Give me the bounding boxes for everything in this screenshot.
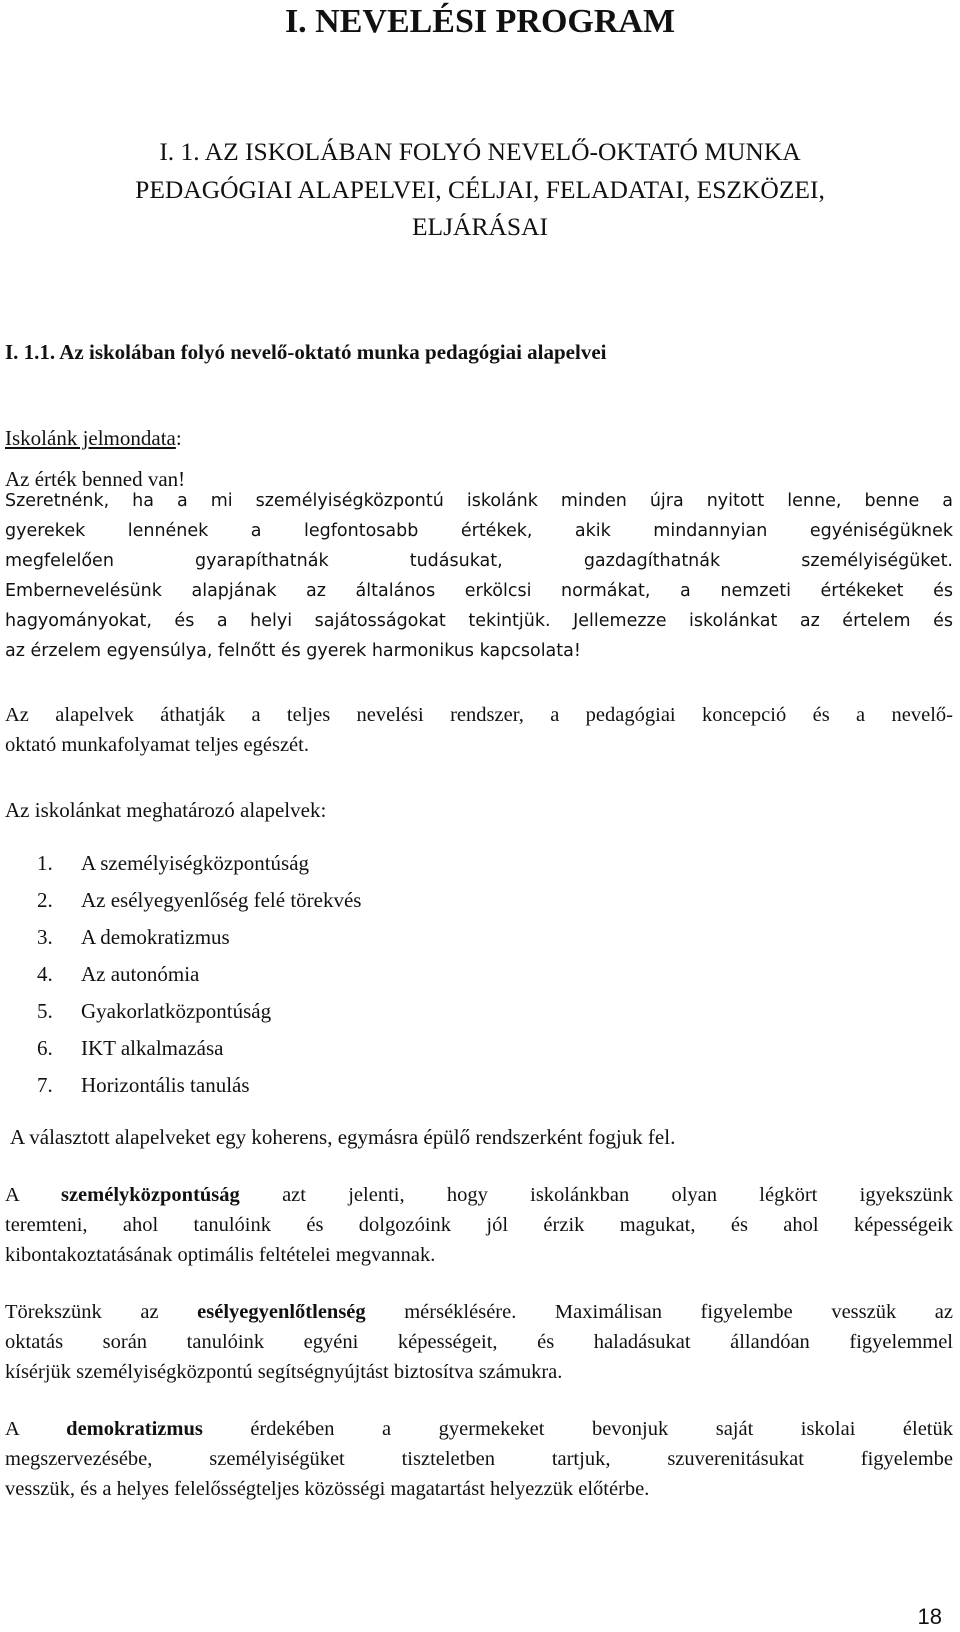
paragraph-person-centred	[5, 1180, 953, 1270]
main-title: I. NEVELÉSI PROGRAM	[284, 3, 676, 40]
list-item-number: 6.	[37, 1036, 53, 1060]
list-item-text: Gyakorlatközpontúság	[81, 999, 272, 1023]
paragraph-line: Embernevelésünk alapjának az általános erkölcsi normákat, a nemzeti értékeket és	[5, 581, 953, 601]
section-title-line: I. 1. AZ ISKOLÁBAN FOLYÓ NEVELŐ-OKTATÓ MUNKA	[159, 137, 801, 166]
paragraph-line: oktatás során tanulóink egyéni képességeit, és haladásukat állandóan figyelemmel	[5, 1331, 953, 1353]
list-item-text: Horizontális tanulás	[81, 1073, 250, 1097]
bold-term: személyközpontúság	[60, 1184, 240, 1206]
paragraph-line: megszervezésébe, személyiségüket tiszteletben tartjuk, szuverenitásukat figyelembe	[5, 1448, 953, 1470]
paragraph-line	[5, 1414, 953, 1444]
paragraph-values	[5, 486, 953, 666]
list-item	[37, 956, 361, 993]
list-item	[37, 993, 361, 1030]
motto-label	[5, 423, 182, 453]
list-item-number: 2.	[37, 888, 53, 912]
list-item-text: Az esélyegyenlőség felé törekvés	[81, 888, 362, 912]
list-item-text: A demokratizmus	[81, 925, 230, 949]
subsection-title: I. 1.1. Az iskolában folyó nevelő-oktató munka pedagógiai alapelvei	[5, 340, 607, 364]
list-item-number: 1.	[37, 851, 53, 875]
list-item-text: A személyiségközpontúság	[81, 851, 310, 875]
motto-colon: :	[175, 426, 182, 450]
section-title-line: PEDAGÓGIAI ALAPELVEI, CÉLJAI, FELADATAI, ESZKÖZEI,	[135, 174, 825, 204]
text-run: A	[5, 1418, 19, 1440]
paragraph-line: Az alapelvek áthatják a teljes nevelési rendszer, a pedagógiai koncepció és a nevelő-	[5, 704, 953, 726]
list-item-text: IKT alkalmazása	[81, 1036, 224, 1060]
bold-term: esélyegyenlőtlenség	[197, 1301, 366, 1323]
paragraph-democracy	[5, 1414, 953, 1504]
list-item	[37, 845, 361, 882]
paragraph-line: teremteni, ahol tanulóink és dolgozóink jól érzik magukat, és ahol képességeik	[5, 1214, 953, 1236]
motto-label-text: Iskolánk jelmondata	[5, 426, 176, 450]
paragraph-line: hagyományokat, és a helyi sajátosságokat tekintjük. Jellemezze iskolánkat az értelem és	[5, 611, 953, 631]
principles-label: Az iskolánkat meghatározó alapelvek:	[5, 798, 327, 822]
page-number: 18	[917, 1604, 942, 1629]
list-item-number: 5.	[37, 999, 53, 1023]
summary-sentence: A választott alapelveket egy koherens, egymásra épülő rendszerként fogjuk fel.	[10, 1125, 676, 1149]
text-run: Törekszünk az	[5, 1301, 159, 1323]
principles-list	[37, 845, 361, 1104]
paragraph-line: gyerekek lennének a legfontosabb értékek, akik mindannyian egyéniségüknek	[5, 521, 953, 541]
text-run: érdekében a gyermekeket bevonjuk saját iskolai életük	[250, 1418, 953, 1440]
text-run: azt jelenti, hogy iskolánkban olyan légkört igyekszünk	[282, 1184, 954, 1206]
paragraph-line: megfelelően gyarapíthatnák tudásukat, gazdagíthatnák személyiségüket.	[5, 551, 953, 571]
paragraph-equal-opportunity	[5, 1297, 953, 1387]
paragraph-line	[5, 1180, 953, 1210]
paragraph-line: kísérjük személyiségközpontú segítségnyújtást biztosítva számukra.	[5, 1361, 563, 1383]
paragraph-principles-intro	[5, 700, 953, 760]
list-item-number: 3.	[37, 925, 53, 949]
bold-term: demokratizmus	[66, 1418, 203, 1440]
text-run: A	[5, 1184, 19, 1206]
motto-text: Az érték benned van!	[5, 467, 186, 491]
paragraph-line: kibontakoztatásának optimális feltételei megvannak.	[5, 1244, 436, 1266]
list-item	[37, 919, 361, 956]
paragraph-line	[5, 1297, 953, 1327]
section-title-line: ELJÁRÁSAI	[411, 212, 548, 241]
paragraph-line: az érzelem egyensúlya, felnőtt és gyerek harmonikus kapcsolata!	[5, 641, 581, 661]
paragraph-line: Szeretnénk, ha a mi személyiségközpontú iskolánk minden újra nyitott lenne, benne a	[5, 491, 953, 511]
paragraph-line: oktató munkafolyamat teljes egészét.	[5, 734, 309, 756]
list-item	[37, 882, 361, 919]
list-item-number: 7.	[37, 1073, 53, 1097]
section-title	[0, 133, 960, 246]
list-item-number: 4.	[37, 962, 53, 986]
list-item	[37, 1067, 361, 1104]
text-run: mérséklésére. Maximálisan figyelembe vesszük az	[404, 1301, 954, 1323]
list-item	[37, 1030, 361, 1067]
list-item-text: Az autonómia	[81, 962, 200, 986]
paragraph-line: vesszük, és a helyes felelősségteljes közösségi magatartást helyezzük előtérbe.	[5, 1478, 650, 1500]
